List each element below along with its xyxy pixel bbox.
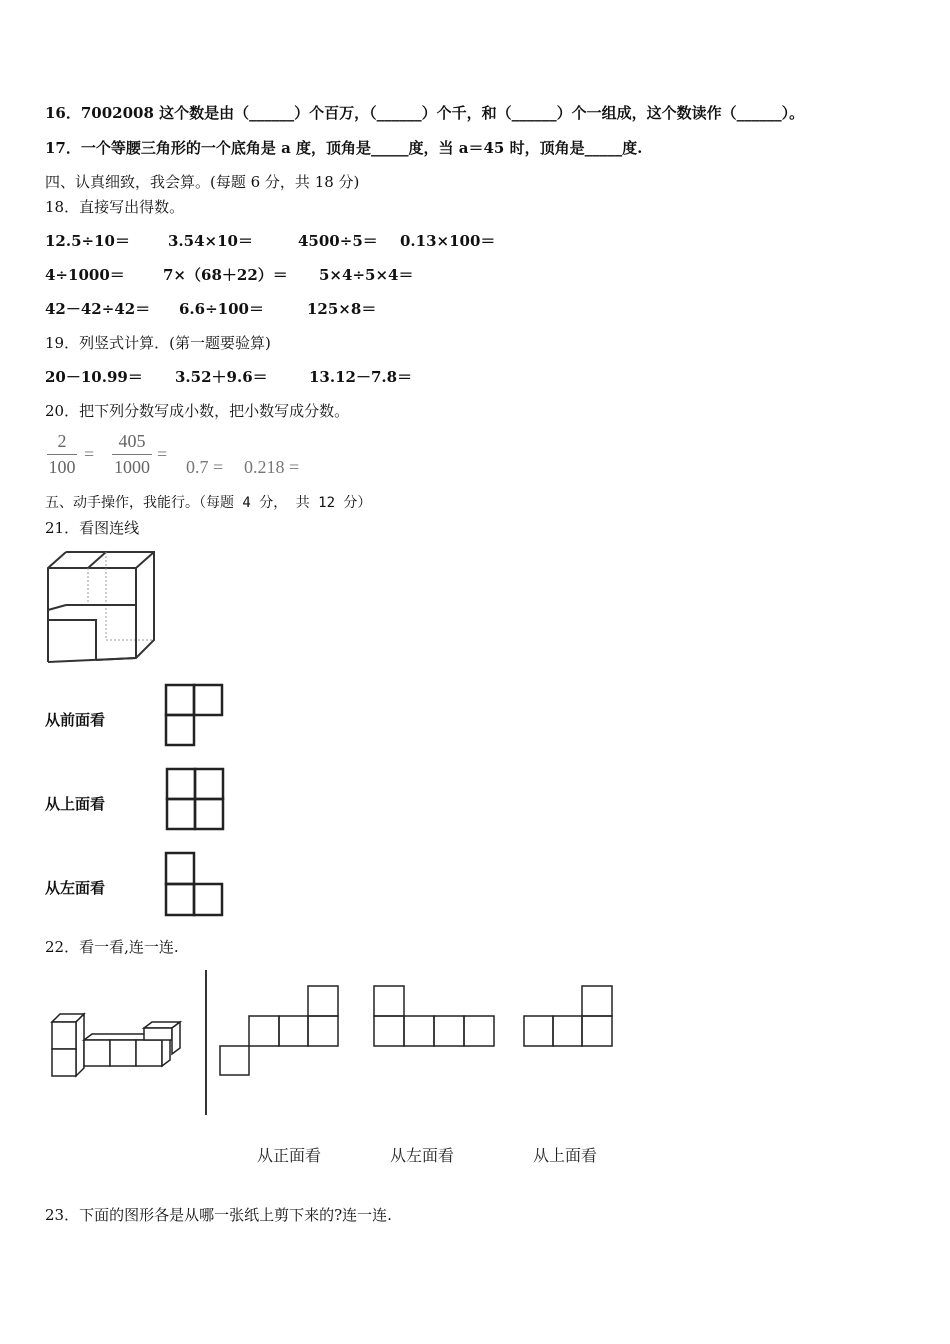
q22-view-2 [372,984,496,1048]
question-19 [45,332,271,353]
decimal-item-1: 0.7 = [186,457,224,477]
question-18: 18．直接写出得数。 [45,198,185,216]
fraction-2 [112,431,152,478]
q19-item: 13.12－7.8＝ [309,368,413,386]
q18-item: 4500÷5＝ [298,232,378,250]
section-4-heading: 四、认真细致，我会算。(每题 6 分，共 18 分) [45,173,360,191]
caption-front-view: 从正面看 [257,1146,322,1165]
q19-item: 20－10.99＝ [45,368,143,386]
fraction-1 [47,431,77,478]
q18-item: 3.54×10＝ [168,232,253,250]
view-label-front: 从前面看 [45,711,106,729]
view-option-3 [164,851,224,917]
decimal-item-2: 0.218 = [244,457,300,477]
q22-solid-figure [48,1012,184,1078]
q22-view-3 [522,984,614,1048]
q18-item: 12.5÷10＝ [45,232,130,250]
q18-item: 6.6÷100＝ [179,300,264,318]
question-20: 20．把下列分数写成小数，把小数写成分数。 [45,402,350,420]
caption-top-view: 从上面看 [533,1146,598,1165]
question-17: 17．一个等腰三角形的一个底角是 a 度，顶角是_____度，当 a＝45 时，顶角是_____度. [45,139,643,157]
fraction-1-numerator: 2 [57,431,67,451]
view-label-left: 从左面看 [45,879,106,897]
q19-item: 3.52＋9.6＝ [175,368,268,386]
q21-solid-figure [46,550,158,666]
q19-label: 19．列竖式计算．(第一题要验算) [45,334,271,352]
equals-sign: = [157,444,168,464]
q18-item: 7×（68＋22）＝ [163,266,288,284]
q18-item: 125×8＝ [307,300,377,318]
fraction-1-denominator: 100 [48,457,76,477]
view-option-1 [164,683,224,747]
q18-item: 0.13×100＝ [400,232,496,250]
view-label-top: 从上面看 [45,795,106,813]
q22-divider [205,970,207,1115]
fraction-2-numerator: 405 [118,431,146,451]
section-5-heading: 五、动手操作，我能行。（每题 4 分， 共 12 分） [45,495,372,511]
question-16: 16．7002008 这个数是由（______）个百万，（______）个千，和（______）个一组成，这个数读作（______）。 [45,104,805,122]
equals-sign: = [84,444,95,464]
question-21: 21．看图连线 [45,519,140,537]
question-22: 22．看一看,连一连. [45,938,179,956]
question-23: 23．下面的图形各是从哪一张纸上剪下来的?连一连. [45,1206,392,1224]
caption-left-view: 从左面看 [390,1146,455,1165]
view-option-2 [164,767,226,831]
q22-view-1 [218,984,340,1077]
fraction-2-denominator: 1000 [114,457,150,477]
q18-item: 4÷1000＝ [45,266,125,284]
q18-item: 5×4÷5×4＝ [319,266,414,284]
q18-item: 42－42÷42＝ [45,300,151,318]
